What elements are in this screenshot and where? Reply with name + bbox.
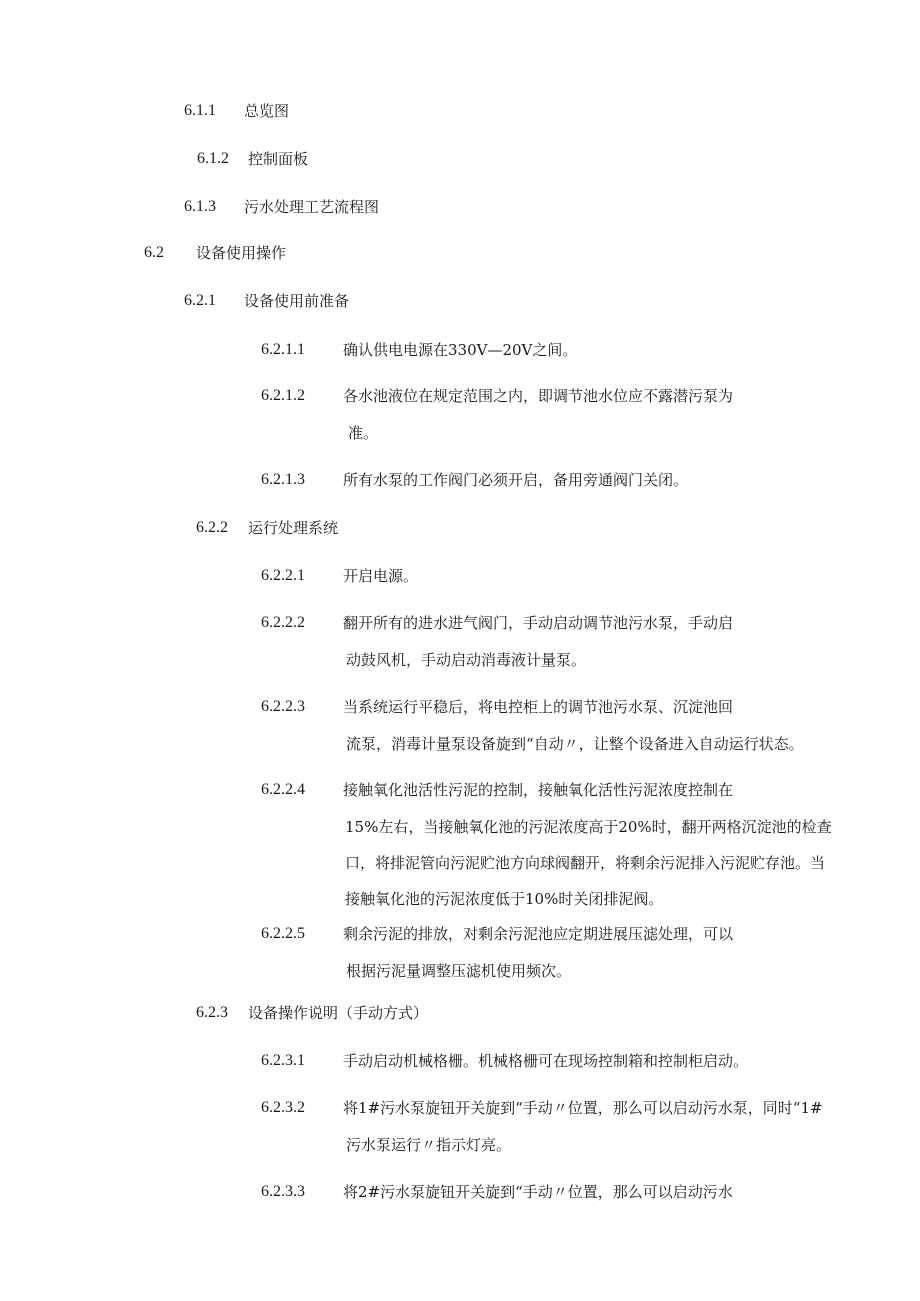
section-6-2-2-5 xyxy=(0,924,920,944)
section-6-2-2-2 xyxy=(0,613,920,633)
item-continuation: 根据污泥量调整压滤机使用频次。 xyxy=(346,962,572,980)
item-number: 6.2.3 xyxy=(196,1004,228,1021)
item-number: 6.2.2.3 xyxy=(261,698,305,715)
section-6-2-2-1 xyxy=(0,566,920,586)
item-continuation: 接触氧化池的污泥浓度低于10%时关闭排泥阀。 xyxy=(345,890,664,908)
section-6-2-3-2 xyxy=(0,1098,920,1118)
item-text: 所有水泵的工作阀门必须开启，备用旁通阀门关闭。 xyxy=(343,471,689,489)
item-text: 将1#污水泵旋钮开关旋到“手动〃位置，那么可以启动污水泵，同时“1# xyxy=(343,1099,823,1117)
section-6-2-2-4 xyxy=(0,780,920,800)
section-6-2-2 xyxy=(0,518,920,538)
section-6-2-3-3 xyxy=(0,1182,920,1202)
item-continuation: 动鼓风机，手动启动消毒液计量泵。 xyxy=(346,651,587,669)
section-6-1-1 xyxy=(0,101,920,121)
section-6-1-2 xyxy=(0,149,920,169)
item-number: 6.2.3.1 xyxy=(261,1052,305,1069)
item-text: 运行处理系统 xyxy=(248,519,339,537)
section-6-2-1-2 xyxy=(0,386,920,406)
item-continuation: 污水泵运行〃指示灯亮。 xyxy=(346,1136,512,1154)
item-number: 6.2.2.4 xyxy=(261,781,305,798)
item-text: 污水处理工艺流程图 xyxy=(244,198,380,216)
item-text: 设备使用操作 xyxy=(196,244,287,262)
item-number: 6.1.1 xyxy=(184,102,216,119)
item-number: 6.2.2 xyxy=(196,519,228,536)
item-text: 控制面板 xyxy=(248,150,309,168)
item-text: 设备使用前准备 xyxy=(244,292,350,310)
section-6-2 xyxy=(0,243,920,263)
section-6-1-3 xyxy=(0,197,920,217)
section-6-2-3-1 xyxy=(0,1051,920,1071)
item-number: 6.1.2 xyxy=(197,150,229,167)
item-number: 6.2.2.1 xyxy=(261,567,305,584)
item-number: 6.2.2.5 xyxy=(261,925,305,942)
item-number: 6.2.1.2 xyxy=(261,387,305,404)
item-text: 剩余污泥的排放，对剩余污泥池应定期进展压滤处理，可以 xyxy=(343,925,734,943)
item-text: 将2#污水泵旋钮开关旋到“手动〃位置，那么可以启动污水 xyxy=(343,1183,733,1201)
item-number: 6.2.1.3 xyxy=(261,471,305,488)
item-continuation: 15%左右，当接触氧化池的污泥浓度高于20%时，翻开两格沉淀池的检查 xyxy=(345,818,832,836)
section-6-2-1 xyxy=(0,291,920,311)
item-text: 翻开所有的进水进气阀门，手动启动调节池污水泵，手动启 xyxy=(343,614,734,632)
item-continuation: 口，将排泥管向污泥贮池方向球阀翻开，将剩余污泥排入污泥贮存池。当 xyxy=(345,854,826,872)
item-number: 6.2.1 xyxy=(184,292,216,309)
item-text: 当系统运行平稳后，将电控柜上的调节池污水泵、沉淀池回 xyxy=(343,698,734,716)
item-number: 6.2.2.2 xyxy=(261,614,305,631)
item-text: 开启电源。 xyxy=(343,567,419,585)
item-number: 6.2.3.2 xyxy=(261,1099,305,1116)
item-number: 6.2.3.3 xyxy=(261,1183,305,1200)
item-text: 各水池液位在规定范围之内，即调节池水位应不露潜污泵为 xyxy=(343,387,734,405)
section-6-2-3 xyxy=(0,1003,920,1023)
item-text: 确认供电电源在330V—20V之间。 xyxy=(343,341,578,359)
item-text: 手动启动机械格栅。机械格栅可在现场控制箱和控制柜启动。 xyxy=(343,1052,749,1070)
item-text: 接触氧化池活性污泥的控制，接触氧化活性污泥浓度控制在 xyxy=(343,781,734,799)
section-6-2-1-3 xyxy=(0,470,920,490)
section-6-2-2-3 xyxy=(0,697,920,717)
item-continuation: 流泵，消毒计量泵设备旋到“自动〃，让整个设备进入自动运行状态。 xyxy=(346,735,804,753)
section-6-2-1-1 xyxy=(0,340,920,360)
item-number: 6.2.1.1 xyxy=(261,341,305,358)
item-text: 设备操作说明（手动方式） xyxy=(248,1004,429,1022)
item-number: 6.1.3 xyxy=(184,198,216,215)
item-number: 6.2 xyxy=(144,244,164,261)
item-continuation: 准。 xyxy=(348,424,379,442)
item-text: 总览图 xyxy=(244,102,290,120)
